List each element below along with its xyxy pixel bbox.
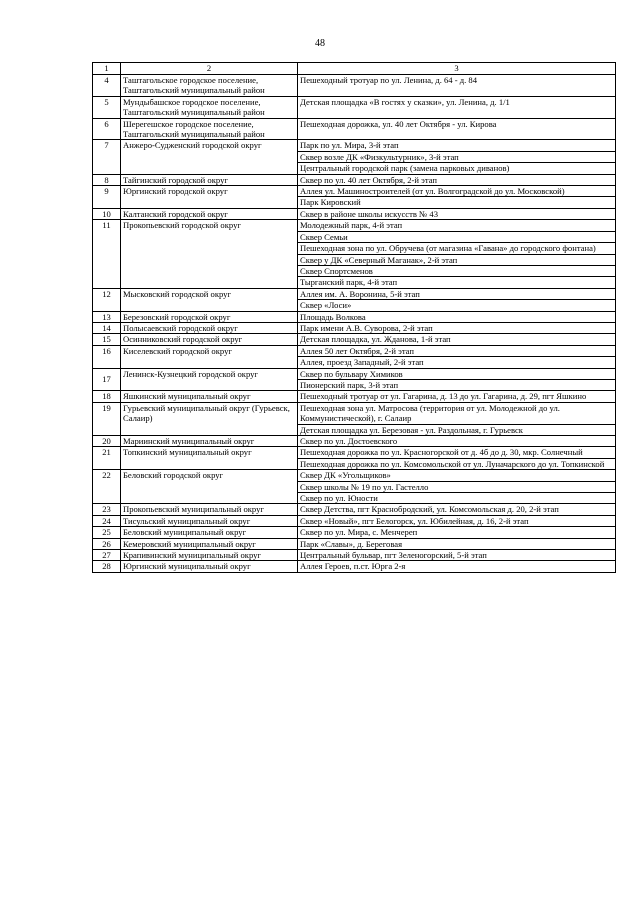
table-row [93,368,616,379]
municipality-cell: Анжеро-Судженский городской округ [121,140,298,174]
row-number-cell: 16 [93,345,121,368]
table-row [93,322,616,333]
table-row [93,118,616,140]
object-cell: Пешеходная дорожка по ул. Красногорской от д. 4б до д. 30, мкр. Солнечный [298,447,616,458]
municipality-cell: Березовский городской округ [121,311,298,322]
table-row [93,288,616,299]
object-cell: Пионерский парк, 3-й этап [298,379,616,390]
page-number: 48 [315,38,325,49]
row-number-cell: 21 [93,447,121,470]
municipality-cell: Киселевский городской округ [121,345,298,368]
object-cell: Сквер возле ДК «Физкультурник», 3-й этап [298,151,616,162]
municipality-cell: Беловский городской округ [121,470,298,504]
table-row [93,436,616,447]
municipality-cell: Мысковский городской округ [121,288,298,311]
municipality-cell: Шерегешское городское поселение, Таштагольский муниципальный район [121,118,298,140]
object-cell: Аллея ул. Машиностроителей (от ул. Волгоградской до ул. Московской) [298,186,616,197]
table-row [93,186,616,197]
row-number-cell: 8 [93,174,121,185]
object-cell: Детская площадка ул. Березовая - ул. Раздольная, г. Гурьевск [298,424,616,435]
object-cell: Сквер «Новый», пгт Белогорск, ул. Юбилейная, д. 16, 2-й этап [298,515,616,526]
municipality-cell: Ленинск-Кузнецкий городской округ [121,368,298,391]
table-row [93,402,616,424]
object-cell: Тырганский парк, 4-й этап [298,277,616,288]
row-number-cell: 10 [93,208,121,219]
municipality-cell: Топкинский муниципальный округ [121,447,298,470]
object-cell: Сквер Спортсменов [298,265,616,276]
object-cell: Сквер Семьи [298,231,616,242]
object-cell: Пешеходная дорожка, ул. 40 лет Октября - ул. Кирова [298,118,616,140]
row-number-cell: 14 [93,322,121,333]
row-number-cell: 22 [93,470,121,504]
municipality-cell: Мундыбашское городское поселение, Таштагольский муниципальный район [121,96,298,118]
object-cell: Сквер Детства, пгт Краснобродский, ул. Комсомольская д. 20, 2-й этап [298,504,616,515]
row-number-cell: 7 [93,140,121,174]
program-table [92,62,616,573]
object-cell: Пешеходная дорожка по ул. Комсомольской от ул. Луначарского до ул. Топкинской [298,458,616,469]
municipality-cell: Тисульский муниципальный округ [121,515,298,526]
header-cell: 3 [298,63,616,75]
object-cell: Сквер по ул. Мира, с. Менчереп [298,527,616,538]
municipality-cell: Прокопьевский муниципальный округ [121,504,298,515]
municipality-cell: Кемеровский муниципальный округ [121,538,298,549]
object-cell: Центральный городской парк (замена парковых диванов) [298,163,616,174]
table-row [93,311,616,322]
municipality-cell: Крапивинский муниципальный округ [121,550,298,561]
municipality-cell: Яшкинский муниципальный округ [121,391,298,402]
municipality-cell: Полысаевский городской округ [121,322,298,333]
row-number-cell: 13 [93,311,121,322]
row-number-cell: 4 [93,75,121,97]
table-row [93,174,616,185]
row-number-cell: 9 [93,186,121,209]
object-cell: Сквер в районе школы искусств № 43 [298,208,616,219]
object-cell: Пешеходный тротуар по ул. Ленина, д. 64 - д. 84 [298,75,616,97]
table-row [93,391,616,402]
table-row [93,561,616,572]
row-number-cell: 18 [93,391,121,402]
object-cell: Аллея им. А. Воронина, 5-й этап [298,288,616,299]
object-cell: Аллея Героев, п.ст. Юрга 2-я [298,561,616,572]
object-cell: Детская площадка, ул. Жданова, 1-й этап [298,334,616,345]
row-number-cell: 11 [93,220,121,288]
row-number-cell: 27 [93,550,121,561]
object-cell: Аллея 50 лет Октября, 2-й этап [298,345,616,356]
table-row [93,96,616,118]
object-cell: Пешеходная зона по ул. Обручева (от магазина «Гавана» до городского фонтана) [298,243,616,254]
object-cell: Сквер у ДК «Северный Маганак», 2-й этап [298,254,616,265]
object-cell: Сквер по ул. 40 лет Октября, 2-й этап [298,174,616,185]
municipality-cell: Осинниковский городской округ [121,334,298,345]
municipality-cell: Калтанский городской округ [121,208,298,219]
row-number-cell: 5 [93,96,121,118]
table-row [93,334,616,345]
row-number-cell: 23 [93,504,121,515]
row-number-cell: 24 [93,515,121,526]
row-number-cell: 6 [93,118,121,140]
table-row [93,208,616,219]
municipality-cell: Таштагольское городское поселение, Таштагольский муниципальный район [121,75,298,97]
object-cell: Молодежный парк, 4-й этап [298,220,616,231]
table-row [93,75,616,97]
table-row [93,470,616,481]
header-cell: 2 [121,63,298,75]
header-cell: 1 [93,63,121,75]
row-number-cell: 26 [93,538,121,549]
table-row [93,220,616,231]
table-row [93,538,616,549]
municipality-cell: Юргинский городской округ [121,186,298,209]
municipality-cell: Мариинский муниципальный округ [121,436,298,447]
row-number-cell: 15 [93,334,121,345]
object-cell: Площадь Волкова [298,311,616,322]
table-row [93,550,616,561]
object-cell: Пешеходный тротуар от ул. Гагарина, д. 13 до ул. Гагарина, д. 29, пгт Яшкино [298,391,616,402]
table-row [93,345,616,356]
object-cell: Сквер «Лоси» [298,300,616,311]
object-cell: Парк Кировский [298,197,616,208]
municipality-cell: Прокопьевский городской округ [121,220,298,288]
object-cell: Парк имени А.В. Суворова, 2-й этап [298,322,616,333]
object-cell: Сквер по ул. Юности [298,493,616,504]
municipality-cell: Тайгинский городской округ [121,174,298,185]
row-number-cell: 12 [93,288,121,311]
table-row [93,527,616,538]
object-cell: Сквер по ул. Достоевского [298,436,616,447]
table-row [93,447,616,458]
object-cell: Парк «Славы», д. Береговая [298,538,616,549]
table-row [93,515,616,526]
municipality-cell: Гурьевский муниципальный округ (Гурьевск, Салаир) [121,402,298,435]
row-number-cell: 19 [93,402,121,435]
row-number-cell: 17 [93,368,121,391]
object-cell: Детская площадка «В гостях у сказки», ул. Ленина, д. 1/1 [298,96,616,118]
object-cell: Парк по ул. Мира, 3-й этап [298,140,616,151]
object-cell: Аллея, проезд Западный, 2-й этап [298,357,616,368]
municipality-cell: Юргинский муниципальный округ [121,561,298,572]
table-row [93,140,616,151]
table-row [93,504,616,515]
object-cell: Сквер по бульвару Химиков [298,368,616,379]
object-cell: Пешеходная зона ул. Матросова (территория от ул. Молодежной до ул. Коммунистической), г. Салаир [298,402,616,424]
municipality-cell: Беловский муниципальный округ [121,527,298,538]
row-number-cell: 20 [93,436,121,447]
row-number-cell: 25 [93,527,121,538]
row-number-cell: 28 [93,561,121,572]
object-cell: Сквер ДК «Угольщиков» [298,470,616,481]
object-cell: Сквер школы № 19 по ул. Гастелло [298,481,616,492]
object-cell: Центральный бульвар, пгт Зеленогорский, 5-й этап [298,550,616,561]
table-header-row [93,63,616,75]
